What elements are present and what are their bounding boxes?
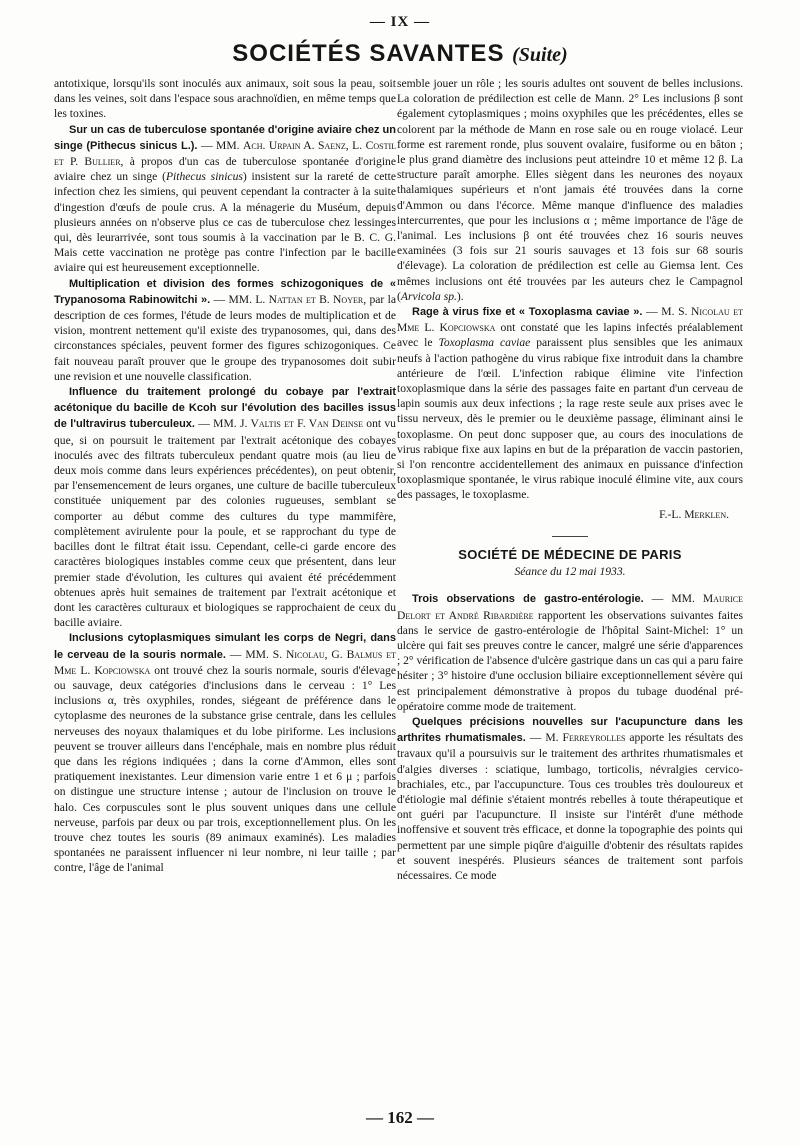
section-divider <box>552 536 588 537</box>
abstract-trypanosoma: Multiplication et division des formes schizogoniques de « Trypanosoma Rabinowitchi ». — MM. L. Nattan et B. Noyer, par la description de ces formes, l'étude de leurs modes de multiplication et de vision, montrent nettement qu'il existe des trypanosomes, qui, dans des circonstances spéciales, peuvent former des figures schizogoniques. Ce fait nouveau paraît prouver que le groupe des trypanosomes doit subir une revision et une nouvelle classification. <box>54 277 396 383</box>
abstract-authors: J. Valtis et F. Van Deinse <box>240 417 363 431</box>
header-suite: (Suite) <box>512 44 568 66</box>
header-title: SOCIÉTÉS SAVANTES <box>232 40 505 67</box>
abstract-authors: S. Nicolau et Mme L. Kopciowska <box>397 305 743 335</box>
page-number: — 162 — <box>366 1108 434 1127</box>
continued-paragraph: antotixique, lorsqu'ils sont inoculés aux animaux, soit sous la peau, soit dans les veines, soit dans l'espace sous arachnoïdien, en même temps que les toxines. <box>54 77 396 121</box>
society-heading: SOCIÉTÉ DE MÉDECINE DE PARIS <box>458 546 682 562</box>
abstract-authors: L. Nattan et B. Noyer <box>255 292 364 306</box>
abstract-extrait-acetonique: Influence du traitement prolongé du cobaye par l'extrait acétonique du bacille de Kcoh sur l'évolution des bacilles issus de l'ultravirus tuberculeux. — MM. J. Valtis et F. Van Deinse ont vu que, si on poursuit le traitement par l'extrait acétonique des cobayes inoculés avec des filtrats tuberculeux pendant quatre mois (au lieu de deux mois comme dans leurs expériences précédentes), on peut obtenir, par l'ensemencement de leurs organes, une culture de bacille tuberculeux constituée uniquement par des colonies rugueuses, semblant se comporter au début comme des cultures du type mammifère, complètement avirulente pour la poule, et se rapprochant du type de bacilles dont le filtrat était issu. Cependant, celle-ci garde encore des caractères biologiques instables comme ceux que présentent, dans leur premier stade d'évolution, les cultures qui avaient été précédemment obtenues après huit semaines de traitement par l'extrait acétonique et dont les caractères culturaux et biologiques se rapprochaient de ceux du bacille aviaire. <box>54 386 396 630</box>
abstract-title: Influence du traitement prolongé du cobaye par l'extrait acétonique du bacille de Kcoh sur l'évolution des bacilles issus de l'ultravirus tuberculeux. <box>54 386 396 431</box>
session-date: Séance du 12 mai 1933. <box>514 565 626 579</box>
abstract-title: Quelques précisions nouvelles sur l'acupuncture dans les arthrites rhumatismales. <box>397 715 743 745</box>
abstract-title: Multiplication et division des formes schizogoniques de « Trypanosoma Rabinowitchi ». <box>54 277 396 306</box>
section-header <box>0 40 800 68</box>
abstract-authors: Maurice Delort et André Ribardière <box>397 592 743 622</box>
abstract-authors: Ferreyrolles <box>562 731 626 745</box>
abstract-inclusions-negri: Inclusions cytoplasmiques simulant les corps de Negri, dans le cerveau de la souris normale. — MM. S. Nicolau, G. Balmus et Mme L. Kopciowska ont trouvé chez la souris normale, souris d'élevage ou sauvage, deux catégories d'inclusions dans le cerveau : 1° Les inclusions α, très oxyphiles, rondes, siégeant de préférence dans le cytoplasme des neurones de la substance grise centrale, dans les cellules nerveuses des noyaux thalamiques et du lobe piriforme. Les inclusions peuvent se trouver ailleurs dans l'encéphale, mais en nombre plus réduit que dans les régions indiquées ; dans la corne d'Ammon, elles sont pratiquement inexistantes. Leur dimension varie entre 1 et 6 μ ; parfois on distingue une structure intense ; autour de l'inclusion on trouve le halo. Ces corpuscules sont le plus souvent uniques dans une cellule nerveuse, parfois par deux ou par trois, exceptionnellement plus. On les trouve chez toutes les souris (89 animaux examinés). Les maladies spontanées ne paraissent influencer ni leur nombre, ni leur taille ; par contre, l'âge de l'animal <box>54 632 396 875</box>
abstract-tuberculose-aviaire: Sur un cas de tuberculose spontanée d'origine aviaire chez un singe (Pithecus sinicus L.). — MM. Ach. Urpain A. Saenz, L. Costil et P. Bullier, à propos d'un cas de tuberculose spontanée d'origine aviaire chez un singe (Pithecus sinicus) insistent sur la rareté de cette infection chez les simiens, qui peuvent cependant la contracter à la suite d'ingestion d'œufs de poule crus. A la ménagerie du Muséum, depuis plusieurs années on n'observe plus ce cas de tuberculose chez lessinges qui, dès leurarrivée, sont tous soumis à la vaccination par le B. C. G. Mais cette vaccination ne protège pas contre l'infection par le bacille aviaire qui est heureusement exceptionnelle. <box>54 123 397 275</box>
roman-folio: — IX — <box>369 14 431 30</box>
abstract-title: Sur un cas de tuberculose spontanée d'origine aviaire chez un singe (Pithecus sinicus L.). <box>54 123 396 152</box>
signature: F.-L. Merklen. <box>659 507 729 521</box>
abstract-gastro-enterologie: Trois observations de gastro-entérologie. — MM. Maurice Delort et André Ribardière rapportent les observations suivantes faites dans le service de gastro-entérologie de l'hôpital Saint-Michel: 1° un ulcère qui fait ses preuves contre le cancer, malgré une série d'apparences ; 2° vérification de l'absence d'ulcère gastrique dans un cas qui a paru faire hésiter ; 3° histoire d'une occlusion biliaire exceptionnellement sévère qui est principalement démonstrative à propos du tubage duodénal pré-opératoire comme mode de traitement. <box>397 592 743 713</box>
abstract-title: Inclusions cytoplasmiques simulant les corps de Negri, dans le cerveau de la souris normale. <box>54 632 396 661</box>
abstract-authors: S. Nicolau, G. Balmus et Mme L. Kopciowska <box>54 647 396 677</box>
abstract-title: Rage à virus fixe et « Toxoplasma caviae ». <box>412 306 643 319</box>
abstract-title: Trois observations de gastro-entérologie. <box>412 593 644 606</box>
right-column <box>397 76 743 883</box>
abstract-rage-toxoplasma: Rage à virus fixe et « Toxoplasma caviae ». — M. S. Nicolau et Mme L. Kopciowska ont constaté que les lapins infectés préalablement avec le Toxoplasma caviae paraissent plus sensibles que les animaux neufs à l'action pathogène du virus rabique fixe introduit dans la chambre antérieure de l'œil. L'infection rabique élimine vite l'infection toxoplasmique dans la série des passages faite en partant d'un cerveau de lapin soumis aux deux infections ; la rage reste seule aux prises avec le tissu nerveux, dès le premier ou le deuxième passage, éliminant ainsi le toxoplasme. On peut donc supposer que, au cours des inoculations de virus rabique fixe aux lapins en but de la préparation de vaccin pastorien, si l'on rencontre accidentellement des animaux en puissance d'infection toxoplasmique spontanée, le virus rabique inoculé élimine vite, aux cours des passages, le toxoplasme. <box>397 305 743 502</box>
continued-paragraph: semble jouer un rôle ; les souris adultes ont souvent de belles inclusions. La coloration de prédilection est celle de Mann. 2° Les inclusions β sont également cytoplasmiques ; moins oxyphiles que les précédentes, elles se colorent par la méthode de Mann en rose sale ou en rouge violacé. Leur forme est rarement ronde, plus souvent ovalaire, fusiforme ou en bâton ; le plus grand diamètre des inclusions peut atteindre 10 et même 12 β. La structure paraît amorphe. Elles siègent dans les neurones des noyaux thalamiques supérieurs et n'ont jamais été trouvées dans la corne d'Ammon ou dans l'écorce. Même manque d'influence des maladies intercurrentes, que pour les inclusions α ; même importance de l'âge de l'animal. Les inclusions β ont été trouvées chez 16 souris neuves examinées (3 fois sur 21 souris sauvages et 13 fois sur 68 souris d'élevage). La coloration de prédilection est celle au Giemsa lent. Ces mêmes inclusions ont été trouvées par les auteurs chez le Campagnol (Arvicola sp.). <box>397 77 743 303</box>
abstract-acupuncture: Quelques précisions nouvelles sur l'acupuncture dans les arthrites rhumatismales. — M. Ferreyrolles apporte les résultats des travaux qu'il a poursuivis sur le traitement des arthrites rhumatismales et d'algies diverses : sciatique, lumbago, torticolis, névralgies cervico-brachiales, etc., par l'accupuncture. Tous ces troubles très douloureux et d'étiologie mal définie s'étaient montrés rebelles à toute thérapeutique et ont guéri par l'acupuncture. Il insiste sur l'intérêt d'une méthode inoffensive et souvent très efficace, et donne la topographie des points qui permettent par une simple piqûre d'aiguille d'obtenir des résultats rapides et souvent inespérés. Plusieurs séances de traitement sont parfois nécessaires. Ce mode <box>397 715 744 882</box>
left-column <box>54 76 396 876</box>
abstract-authors: Ach. Urpain A. Saenz, L. Costil et P. Bullier <box>54 138 397 169</box>
